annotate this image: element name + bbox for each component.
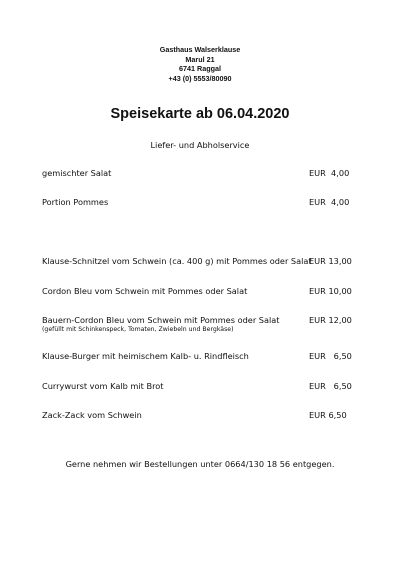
menu-item-price: EUR 12,00 [309, 315, 352, 325]
menu-title: Speisekarte ab 06.04.2020 [110, 106, 290, 122]
menu-item-name: Currywurst vom Kalb mit Brot [42, 381, 164, 391]
restaurant-address-block [0, 45, 400, 83]
menu-subtitle: Liefer- und Abholservice [150, 140, 250, 150]
menu-item-price: EUR 6,50 [309, 381, 352, 391]
menu-item-name: Zack-Zack vom Schwein [42, 410, 142, 420]
menu-item-name: Klause-Burger mit heimischem Kalb- u. Rindfleisch [42, 351, 249, 361]
restaurant-name: Gasthaus Walserklause [159, 45, 241, 54]
menu-item-name: Bauern-Cordon Bleu vom Schwein mit Pommes oder Salat [42, 315, 280, 325]
menu-item-name: Cordon Bleu vom Schwein mit Pommes oder Salat [42, 286, 248, 296]
menu-item-name: gemischter Salat [42, 168, 112, 178]
menu-item-name: Klause-Schnitzel vom Schwein (ca. 400 g) mit Pommes oder Salat [42, 256, 312, 266]
menu-item-price: EUR 13,00 [309, 256, 352, 266]
menu-item-price: EUR 6,50 [309, 410, 347, 420]
menu-item-price: EUR 10,00 [309, 286, 352, 296]
menu-item-name: Portion Pommes [42, 197, 109, 207]
menu-item-price: EUR 4,00 [309, 168, 350, 178]
menu-item-price: EUR 4,00 [309, 197, 350, 207]
restaurant-phone: +43 (0) 5553/80090 [168, 73, 232, 83]
order-info-footer: Gerne nehmen wir Bestellungen unter 0664/130 18 56 entgegen. [65, 459, 335, 469]
restaurant-city: 6741 Raggal [179, 64, 221, 74]
menu-item-price: EUR 6,50 [309, 351, 352, 361]
restaurant-street: Marul 21 [185, 54, 215, 64]
menu-item-note: (gefüllt mit Schinkenspeck, Tomaten, Zwiebeln und Bergkäse) [42, 326, 234, 333]
